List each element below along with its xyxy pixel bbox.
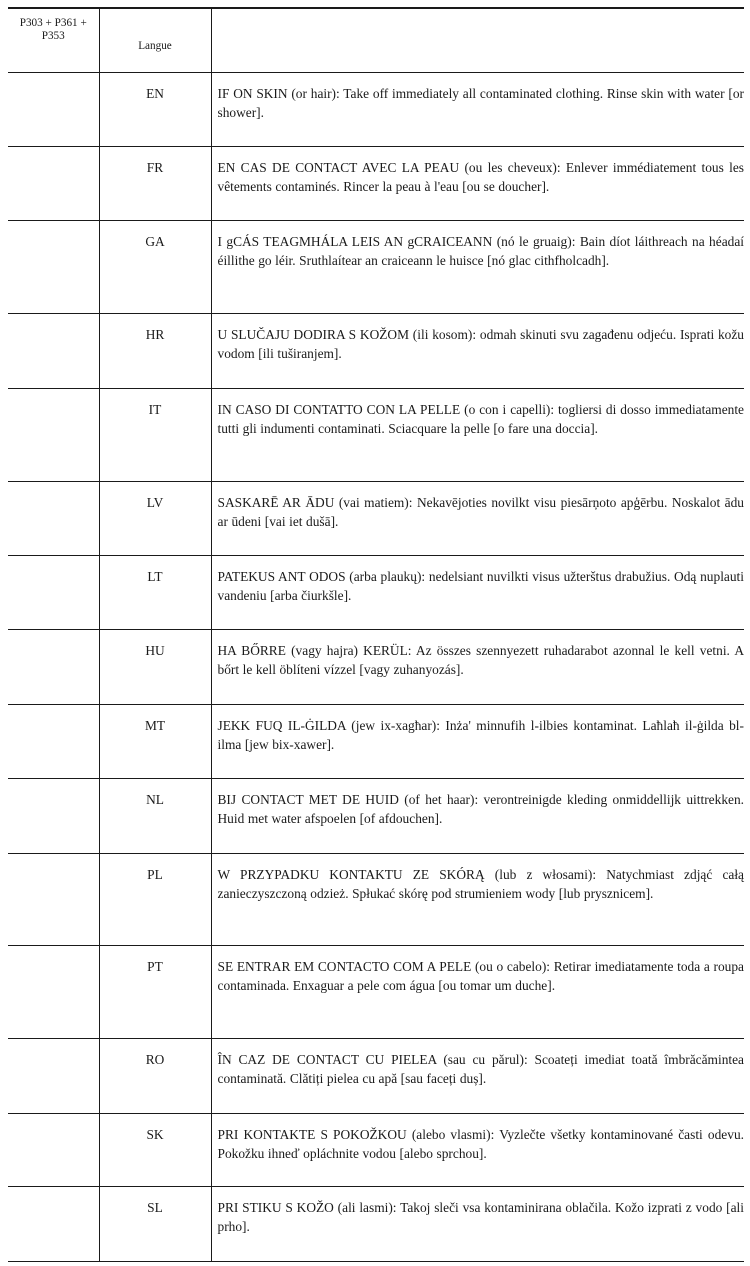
language-cell xyxy=(99,779,211,854)
table-row xyxy=(8,705,744,779)
language-cell xyxy=(99,314,211,389)
table-row xyxy=(8,1039,744,1114)
language-code: LT xyxy=(147,569,163,584)
language-cell xyxy=(99,482,211,556)
code-cell xyxy=(8,556,99,630)
statement-cell xyxy=(211,854,744,946)
precautionary-statement-table xyxy=(8,7,744,1262)
statement-cell xyxy=(211,705,744,779)
code-cell xyxy=(8,779,99,854)
language-code: LV xyxy=(146,495,164,510)
statement-text: I gCÁS TEAGMHÁLA LEIS AN gCRAICEANN (nó le gruaig): Bain díot láithreach na héadaí éillithe go léir. Sruthlaítear an craiceann le huisce [nó glac cithfholcadh]. xyxy=(217,234,744,268)
code-cell xyxy=(8,314,99,389)
statement-cell xyxy=(211,314,744,389)
table-row xyxy=(8,1187,744,1262)
table-row xyxy=(8,221,744,314)
table-row xyxy=(8,779,744,854)
table-row xyxy=(8,854,744,946)
language-cell xyxy=(99,389,211,482)
header-text xyxy=(211,8,744,73)
statement-text: PRI STIKU S KOŽO (ali lasmi): Takoj sleči vsa kontaminirana oblačila. Kožo izprati z vodo [ali prho]. xyxy=(217,1200,744,1234)
language-cell xyxy=(99,1187,211,1262)
statement-cell xyxy=(211,221,744,314)
code-cell xyxy=(8,482,99,556)
table-row xyxy=(8,482,744,556)
table-row xyxy=(8,147,744,221)
code-cell xyxy=(8,1114,99,1187)
statement-cell xyxy=(211,946,744,1039)
code-cell xyxy=(8,1187,99,1262)
statement-text: SE ENTRAR EM CONTACTO COM A PELE (ou o cabelo): Retirar imediatamente toda a roupa contaminada. Enxaguar a pele com água [ou tomar um duche]. xyxy=(217,959,744,993)
statement-text: SASKARĒ AR ĀDU (vai matiem): Nekavējoties novilkt visu piesārņoto apģērbu. Noskalot ādu ar ūdeni [vai iet dušā]. xyxy=(217,495,744,529)
statement-cell xyxy=(211,389,744,482)
language-code: IT xyxy=(148,402,162,417)
language-cell xyxy=(99,147,211,221)
statement-cell xyxy=(211,73,744,147)
code-cell xyxy=(8,1039,99,1114)
language-cell xyxy=(99,630,211,705)
header-code: P303 + P361 + P353 xyxy=(8,8,99,73)
language-code: GA xyxy=(145,234,165,249)
language-code: EN xyxy=(146,86,164,101)
statement-cell xyxy=(211,1187,744,1262)
table-header-row xyxy=(8,8,744,73)
language-cell xyxy=(99,1114,211,1187)
table-row xyxy=(8,73,744,147)
statement-text: BIJ CONTACT MET DE HUID (of het haar): verontreinigde kleding onmiddellijk uittrekken. Huid met water afspoelen [of afdouchen]. xyxy=(217,792,744,826)
language-code: SL xyxy=(147,1200,163,1215)
statement-text: HA BŐRRE (vagy hajra) KERÜL: Az összes szennyezett ruhadarabot azonnal le kell vetni. A bőrt le kell öblíteni vízzel [vagy zuhanyozás]. xyxy=(217,643,744,677)
statement-text: W PRZYPADKU KONTAKTU ZE SKÓRĄ (lub z włosami): Natychmiast zdjąć całą zanieczyszczoną odzież. Spłukać skórę pod strumieniem wody [lub prysznicem]. xyxy=(217,867,744,901)
statement-cell xyxy=(211,779,744,854)
table-row xyxy=(8,946,744,1039)
language-cell xyxy=(99,221,211,314)
table-row xyxy=(8,630,744,705)
hazard-statement-table-page xyxy=(8,7,744,1262)
statement-cell xyxy=(211,482,744,556)
statement-cell xyxy=(211,1114,744,1187)
code-cell xyxy=(8,389,99,482)
statement-cell xyxy=(211,630,744,705)
table-row xyxy=(8,1114,744,1187)
code-cell xyxy=(8,147,99,221)
statement-text: EN CAS DE CONTACT AVEC LA PEAU (ou les cheveux): Enlever immédiatement tous les vêtements contaminés. Rincer la peau à l'eau [ou se doucher]. xyxy=(217,160,744,194)
statement-text: JEKK FUQ IL-ĠILDA (jew ix-xagħar): Inża' minnufih l-ilbies kontaminat. Laħlaħ il-ġilda bl-ilma [jew bix-xawer]. xyxy=(217,718,744,752)
language-code: PL xyxy=(147,867,163,882)
language-cell xyxy=(99,1039,211,1114)
table-body xyxy=(8,73,744,1262)
language-cell xyxy=(99,556,211,630)
language-code: NL xyxy=(146,792,164,807)
statement-text: PRI KONTAKTE S POKOŽKOU (alebo vlasmi): Vyzlečte všetky kontaminované časti odevu. Pokožku ihneď opláchnite vodou [alebo sprchou]. xyxy=(217,1127,744,1161)
table-row xyxy=(8,314,744,389)
language-code: HR xyxy=(145,327,165,342)
statement-cell xyxy=(211,556,744,630)
code-cell xyxy=(8,854,99,946)
language-code: FR xyxy=(146,160,164,175)
statement-text: IN CASO DI CONTATTO CON LA PELLE (o con i capelli): togliersi di dosso immediatamente tutti gli indumenti contaminati. Sciacquare la pelle [o fare una doccia]. xyxy=(217,402,744,436)
statement-cell xyxy=(211,1039,744,1114)
language-cell xyxy=(99,946,211,1039)
language-code: MT xyxy=(144,718,166,733)
code-cell xyxy=(8,946,99,1039)
language-code: SK xyxy=(146,1127,164,1142)
table-row xyxy=(8,389,744,482)
language-code: HU xyxy=(145,643,165,658)
statement-text: IF ON SKIN (or hair): Take off immediately all contaminated clothing. Rinse skin with water [or shower]. xyxy=(217,86,744,120)
language-cell xyxy=(99,705,211,779)
statement-text: PATEKUS ANT ODOS (arba plaukų): nedelsiant nuvilkti visus užterštus drabužius. Odą nuplauti vandeniu [arba čiurkšle]. xyxy=(217,569,744,603)
code-cell xyxy=(8,705,99,779)
code-cell xyxy=(8,73,99,147)
statement-text: ÎN CAZ DE CONTACT CU PIELEA (sau cu părul): Scoateți imediat toată îmbrăcămintea contaminată. Clătiți pielea cu apă [sau faceți duș]. xyxy=(217,1052,744,1086)
language-cell xyxy=(99,73,211,147)
code-cell xyxy=(8,221,99,314)
statement-text: U SLUČAJU DODIRA S KOŽOM (ili kosom): odmah skinuti svu zagađenu odjeću. Isprati kožu vodom [ili tuširanjem]. xyxy=(217,327,744,361)
language-code: PT xyxy=(147,959,163,974)
language-cell xyxy=(99,854,211,946)
language-code: RO xyxy=(145,1052,165,1067)
statement-cell xyxy=(211,147,744,221)
header-language: Langue xyxy=(99,8,211,73)
code-cell xyxy=(8,630,99,705)
table-row xyxy=(8,556,744,630)
